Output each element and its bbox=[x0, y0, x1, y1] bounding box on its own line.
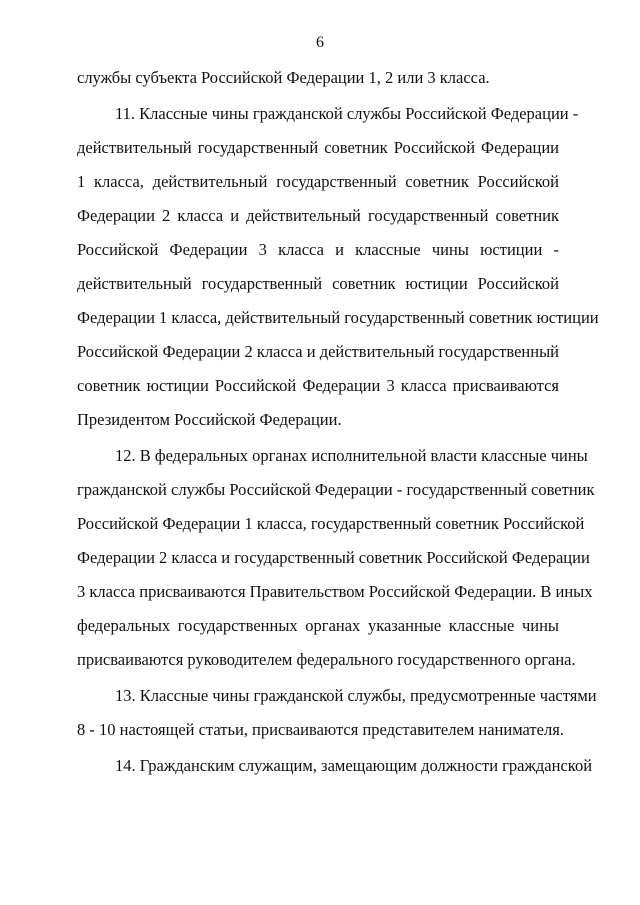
text-line: Российской Федерации 1 класса, государственный советник Российской bbox=[77, 514, 585, 533]
text-line: действительный государственный советник юстиции Российской bbox=[77, 274, 559, 293]
text-line: Российской Федерации 3 класса и классные чины юстиции - bbox=[77, 240, 559, 259]
text-line: 1 класса, действительный государственный советник Российской bbox=[77, 172, 559, 191]
text-line: службы субъекта Российской Федерации 1, 2 или 3 класса. bbox=[77, 68, 490, 87]
text-line: присваиваются руководителем федерального государственного органа. bbox=[77, 650, 576, 669]
text-line: 11. Классные чины гражданской службы Российской Федерации - bbox=[115, 104, 579, 123]
text-line: советник юстиции Российской Федерации 3 класса присваиваются bbox=[77, 376, 559, 395]
text-line: гражданской службы Российской Федерации - государственный советник bbox=[77, 480, 595, 499]
page-number: 6 bbox=[316, 34, 324, 51]
text-line: 12. В федеральных органах исполнительной власти классные чины bbox=[115, 446, 588, 465]
text-line: Президентом Российской Федерации. bbox=[77, 410, 342, 429]
text-line: 13. Классные чины гражданской службы, предусмотренные частями bbox=[115, 686, 597, 705]
text-line: Федерации 2 класса и действительный государственный советник bbox=[77, 206, 559, 225]
text-line: 8 - 10 настоящей статьи, присваиваются представителем нанимателя. bbox=[77, 720, 564, 739]
text-line: Федерации 1 класса, действительный государственный советник юстиции bbox=[77, 308, 599, 327]
text-line: Российской Федерации 2 класса и действительный государственный bbox=[77, 342, 559, 361]
text-line: 3 класса присваиваются Правительством Российской Федерации. В иных bbox=[77, 582, 593, 601]
text-line: действительный государственный советник Российской Федерации bbox=[77, 138, 559, 157]
text-line: Федерации 2 класса и государственный советник Российской Федерации bbox=[77, 548, 590, 567]
text-line: 14. Гражданским служащим, замещающим должности гражданской bbox=[115, 756, 593, 775]
text-line: федеральных государственных органах указанные классные чины bbox=[77, 616, 559, 635]
